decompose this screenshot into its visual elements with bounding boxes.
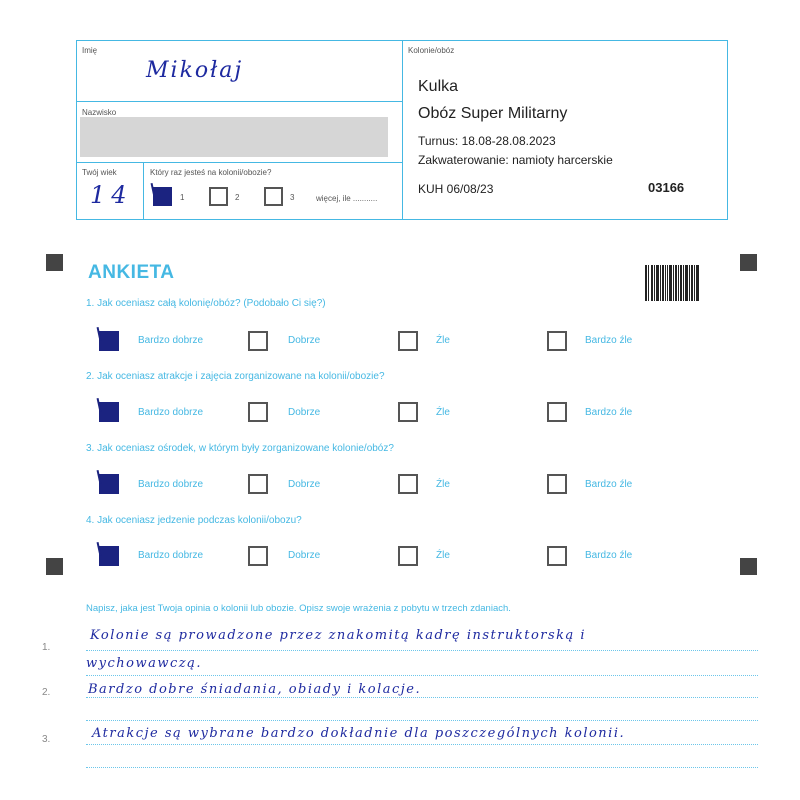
question-4-text: 4. Jak oceniasz jedzenie podczas kolonii/obozu? (86, 515, 302, 526)
q1-option-bardzo-dobrze-checkbox[interactable] (99, 331, 119, 351)
camp-subtitle: Obóz Super Militarny (418, 105, 568, 122)
q2-option-dobrze-checkbox[interactable] (248, 402, 268, 422)
accommodation-value: namioty harcerskie (512, 153, 613, 167)
q1-option-dobrze-checkbox[interactable] (248, 331, 268, 351)
q4-option-zle-checkbox[interactable] (398, 546, 418, 566)
answer-line (86, 675, 758, 676)
q2-option-bardzo-dobrze-checkbox[interactable] (99, 402, 119, 422)
q4-option-bardzo-dobrze-checkbox[interactable] (99, 546, 119, 566)
times-option-3: 3 (290, 193, 295, 202)
name-value[interactable]: Mikołaj (146, 58, 244, 83)
line-number-1: 1. (42, 642, 51, 653)
line-number-3: 3. (42, 734, 51, 745)
header-divider (77, 101, 402, 102)
answer-line-3[interactable]: Atrakcje są wybrane bardzo dokładnie dla poszczególnych kolonii. (92, 726, 626, 741)
q1-option-zle-checkbox[interactable] (398, 331, 418, 351)
question-3-text: 3. Jak oceniasz ośrodek, w którym były zorganizowane kolonie/obóz? (86, 443, 394, 454)
question-1-text: 1. Jak oceniasz całą kolonię/obóz? (Podobało Ci się?) (86, 298, 326, 309)
times-option-2: 2 (235, 193, 240, 202)
header-divider (402, 41, 403, 219)
times-option-1: 1 (180, 193, 185, 202)
surname-label: Nazwisko (82, 108, 117, 117)
q3-option-zle-checkbox[interactable] (398, 474, 418, 494)
times-checkbox-3[interactable] (264, 187, 283, 206)
answer-line (86, 720, 758, 721)
q4-option-label: Dobrze (288, 550, 321, 561)
answer-line (86, 744, 758, 745)
q1-option-label: Bardzo dobrze (138, 335, 204, 346)
q2-option-bardzo-zle-checkbox[interactable] (547, 402, 567, 422)
q4-option-bardzo-zle-checkbox[interactable] (547, 546, 567, 566)
answer-line-1a[interactable]: Kolonie są prowadzone przez znakomitą kadrę instruktorską i (90, 628, 587, 643)
registration-marker (740, 558, 757, 575)
surname-redacted-field[interactable] (80, 117, 388, 157)
survey-title: ANKIETA (88, 262, 175, 283)
times-checkbox-1[interactable] (153, 187, 172, 206)
q1-option-label: Dobrze (288, 335, 321, 346)
turnus-value: 18.08-28.08.2023 (461, 134, 556, 148)
registration-marker (46, 558, 63, 575)
q1-option-bardzo-zle-checkbox[interactable] (547, 331, 567, 351)
registration-marker (740, 254, 757, 271)
q2-option-label: Bardzo źle (585, 407, 633, 418)
registration-marker (46, 254, 63, 271)
times-checkbox-2[interactable] (209, 187, 228, 206)
q3-option-label: Dobrze (288, 479, 321, 490)
answer-line (86, 650, 758, 651)
answer-line (86, 697, 758, 698)
q3-option-label: Bardzo dobrze (138, 479, 204, 490)
answer-line (86, 767, 758, 768)
times-option-more: więcej, ile ........... (316, 194, 378, 203)
q3-option-label: Źle (436, 479, 450, 490)
q4-option-label: Bardzo dobrze (138, 550, 204, 561)
age-label: Twój wiek (82, 168, 117, 177)
q2-option-label: Bardzo dobrze (138, 407, 204, 418)
camp-label: Kolonie/obóz (408, 46, 455, 55)
turnus-label: Turnus: (418, 134, 459, 148)
accommodation-row (418, 153, 613, 167)
q1-option-label: Źle (436, 335, 450, 346)
q3-option-bardzo-dobrze-checkbox[interactable] (99, 474, 119, 494)
q4-option-label: Bardzo źle (585, 550, 633, 561)
q1-option-label: Bardzo źle (585, 335, 633, 346)
form-number: 03166 (648, 180, 685, 195)
q2-option-label: Dobrze (288, 407, 321, 418)
q2-option-label: Źle (436, 407, 450, 418)
header-divider (143, 162, 144, 219)
q2-option-zle-checkbox[interactable] (398, 402, 418, 422)
q4-option-dobrze-checkbox[interactable] (248, 546, 268, 566)
q4-option-label: Źle (436, 550, 450, 561)
q3-option-dobrze-checkbox[interactable] (248, 474, 268, 494)
opinion-prompt: Napisz, jaka jest Twoja opinia o kolonii lub obozie. Opisz swoje wrażenia z pobytu w trzech zdaniach. (86, 603, 511, 614)
name-label: Imię (82, 46, 98, 55)
question-2-text: 2. Jak oceniasz atrakcje i zajęcia zorganizowane na kolonii/obozie? (86, 371, 385, 382)
header-divider (77, 162, 402, 163)
camp-name: Kulka (418, 78, 459, 95)
answer-line-2[interactable]: Bardzo dobre śniadania, obiady i kolacje. (88, 682, 422, 697)
q3-option-label: Bardzo źle (585, 479, 633, 490)
turnus-row (418, 134, 556, 148)
q3-option-bardzo-zle-checkbox[interactable] (547, 474, 567, 494)
line-number-2: 2. (42, 687, 51, 698)
answer-line-1b[interactable]: wychowawczą. (86, 656, 202, 671)
camp-code: KUH 06/08/23 (418, 182, 494, 196)
accommodation-label: Zakwaterowanie: (418, 153, 509, 167)
times-at-camp-label: Który raz jesteś na kolonii/obozie? (150, 168, 272, 177)
barcode (645, 265, 699, 301)
age-value[interactable]: 14 (90, 181, 133, 209)
